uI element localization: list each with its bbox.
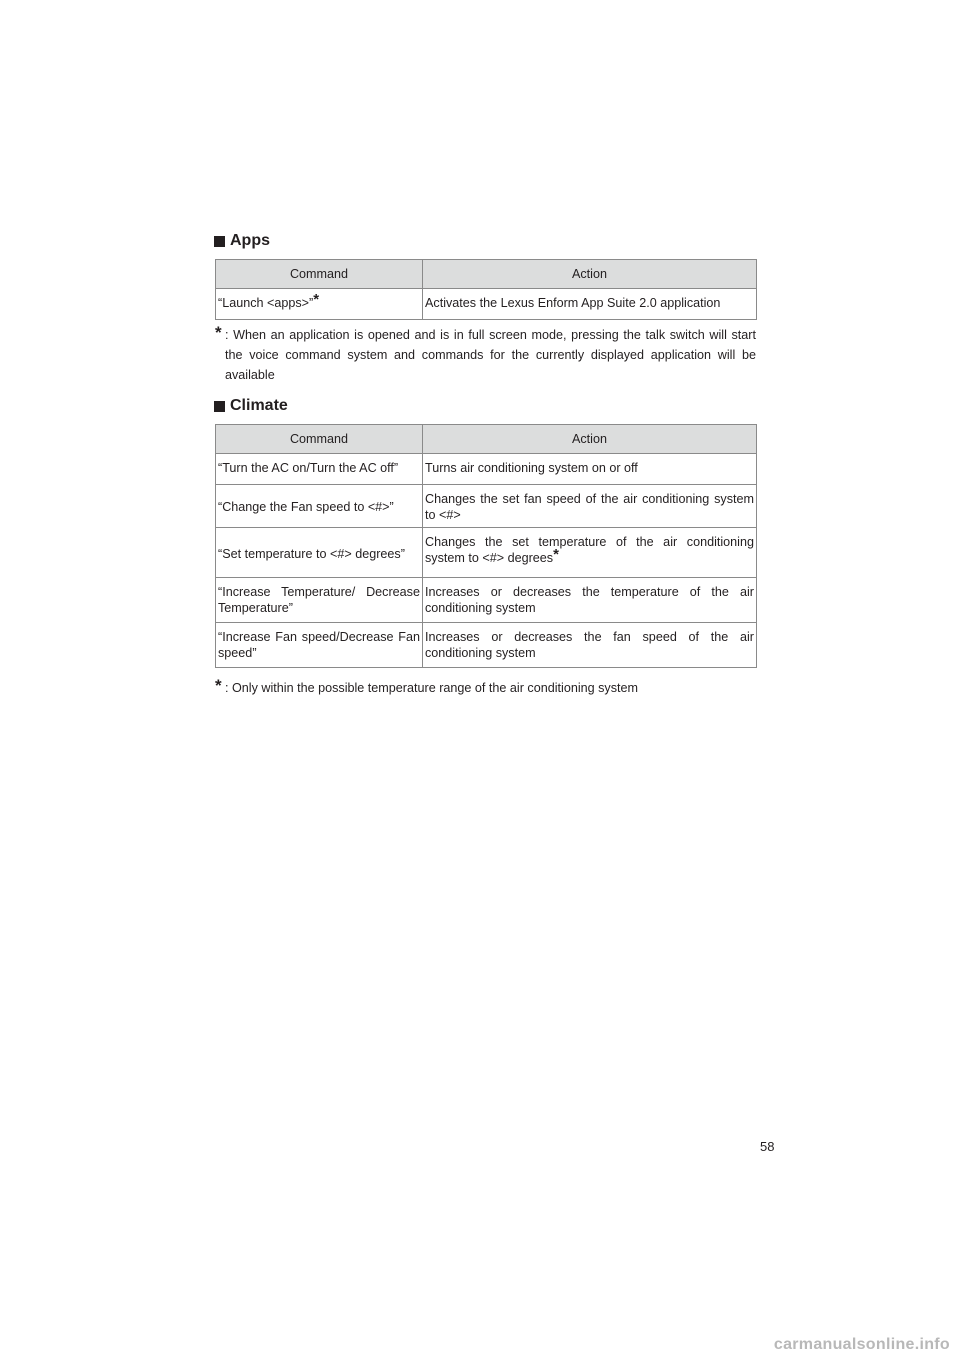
climate-footnote xyxy=(215,678,756,698)
column-header-command: Command xyxy=(216,425,423,454)
apps-table xyxy=(215,259,757,320)
action-cell: Increases or decreases the temperature of the air conditioning system xyxy=(423,578,757,623)
table-header-row xyxy=(216,260,757,289)
command-cell: “Turn the AC on/Turn the AC off” xyxy=(216,454,423,485)
footnote-marker: * xyxy=(215,676,222,695)
action-cell xyxy=(423,528,757,578)
footnote-marker: * xyxy=(215,323,222,342)
climate-heading xyxy=(214,397,288,415)
footnote-text: : Only within the possible temperature range of the air conditioning system xyxy=(225,681,639,695)
command-cell: “Increase Temperature/ Decrease Temperature” xyxy=(216,578,423,623)
command-cell: “Change the Fan speed to <#>” xyxy=(216,485,423,528)
table-row xyxy=(216,623,757,668)
square-bullet-icon xyxy=(214,236,225,247)
table-row xyxy=(216,485,757,528)
column-header-action: Action xyxy=(423,260,757,289)
command-cell xyxy=(216,289,423,320)
footnote-marker: * xyxy=(313,291,320,308)
apps-heading-text: Apps xyxy=(230,232,270,249)
table-header-row xyxy=(216,425,757,454)
action-cell: Activates the Lexus Enform App Suite 2.0 application xyxy=(423,289,757,320)
table-row xyxy=(216,289,757,320)
command-cell: “Increase Fan speed/Decrease Fan speed” xyxy=(216,623,423,668)
action-text: Changes the set temperature of the air conditioning system to <#> degrees xyxy=(425,535,754,565)
footnote-text: : When an application is opened and is in full screen mode, pressing the talk switch will start the voice command system and commands for the currently displayed application will be available xyxy=(225,328,756,382)
watermark: carmanualsonline.info xyxy=(773,1336,950,1353)
action-cell: Increases or decreases the fan speed of the air conditioning system xyxy=(423,623,757,668)
climate-table xyxy=(215,424,757,668)
square-bullet-icon xyxy=(214,401,225,412)
command-text: “Launch <apps>” xyxy=(218,296,314,310)
footnote-marker: * xyxy=(553,546,559,563)
apps-heading xyxy=(214,232,270,250)
action-cell: Changes the set fan speed of the air conditioning system to <#> xyxy=(423,485,757,528)
action-cell: Turns air conditioning system on or off xyxy=(423,454,757,485)
column-header-command: Command xyxy=(216,260,423,289)
table-row xyxy=(216,454,757,485)
table-row xyxy=(216,528,757,578)
apps-footnote xyxy=(215,325,756,385)
command-cell: “Set temperature to <#> degrees” xyxy=(216,528,423,578)
page-number: 58 xyxy=(760,1139,775,1154)
table-row xyxy=(216,578,757,623)
climate-heading-text: Climate xyxy=(230,397,288,414)
column-header-action: Action xyxy=(423,425,757,454)
